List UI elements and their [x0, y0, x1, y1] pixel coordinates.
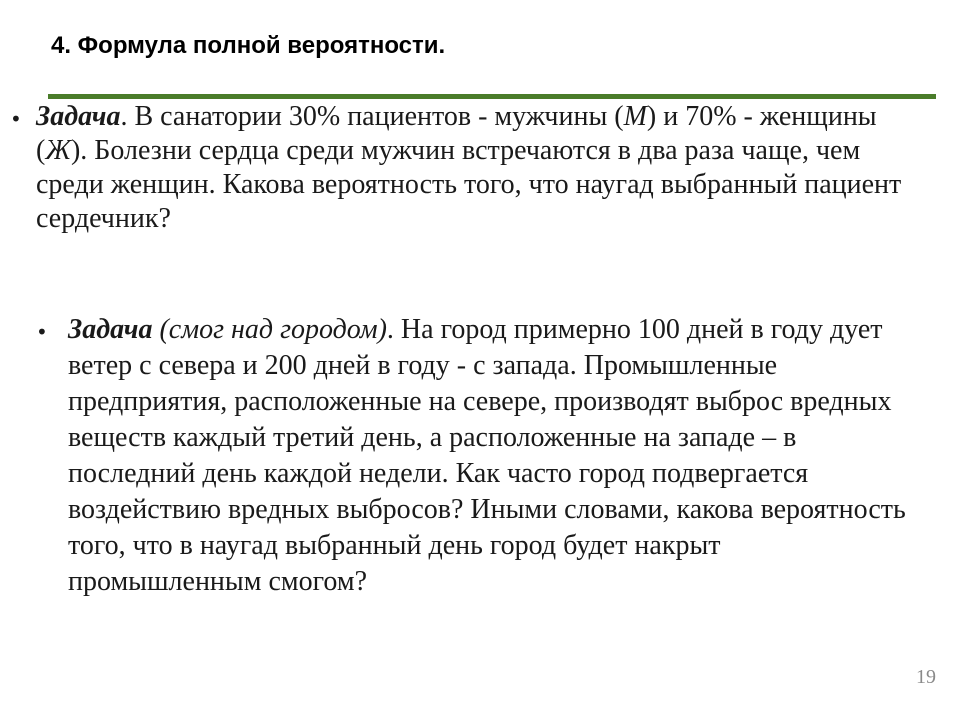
- problem-2-lead: Задача: [68, 314, 153, 345]
- problem-1-part-1: . В санатории 30% пациентов - мужчины (: [120, 101, 624, 132]
- problem-2-bullet: [36, 312, 918, 600]
- problem-2-body: . На город примерно 100 дней в году дует ветер с севера и 200 дней в году - с запада. Промышленные предприятия, расположенные на севере, производят выброс вредных веществ каждый третий день, а расположенные на западе – в последний день каждой недели. Как часто город подвергается воздействию вредных выбросов? Иными словами, какова вероятность того, что в наугад выбранный день город будет накрыт промышленным смогом?: [68, 314, 906, 597]
- title-divider: [48, 94, 936, 99]
- problem-2-subtitle: (смог над городом): [152, 314, 387, 345]
- problem-1-bullet: [10, 100, 916, 236]
- bullet-dot-icon: •: [36, 320, 48, 344]
- problem-1-text: [36, 100, 916, 236]
- problem-1-symbol-zh: Ж: [45, 135, 71, 166]
- problem-1-symbol-m: М: [623, 101, 647, 132]
- page-number: 19: [916, 666, 936, 688]
- slide-title: 4. Формула полной вероятности.: [51, 32, 446, 59]
- problem-2-text: [68, 312, 918, 600]
- bullet-dot-icon: •: [10, 107, 22, 131]
- problem-1-lead: Задача: [36, 101, 121, 132]
- problem-1-part-3: ). Болезни сердца среди мужчин встречаются в два раза чаще, чем среди женщин. Какова вероятность того, что наугад выбранный пациент сердечник?: [36, 135, 902, 234]
- problem-1-part-2: ) и 70% - женщины (: [36, 101, 877, 166]
